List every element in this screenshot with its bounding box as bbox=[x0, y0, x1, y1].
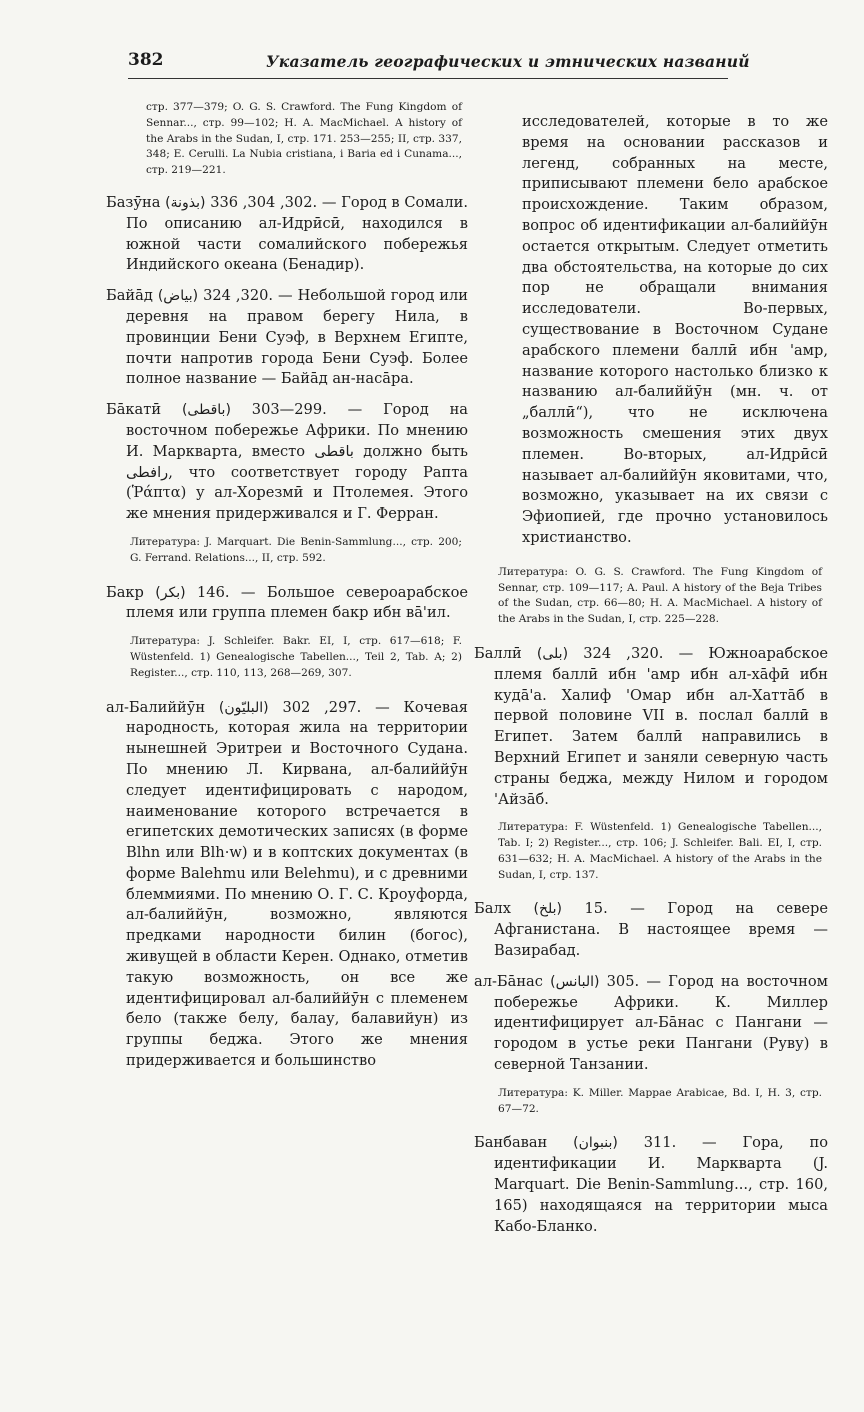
entry-body: 311. — Гора, по идентификации И. Маркварта (J. Marquart. Die Benin-Sammlung..., стр. 160, 165) находящаяся на территории мыса Кабо-Бланко. bbox=[494, 1134, 829, 1235]
entry-head: Банбаван bbox=[474, 1134, 548, 1152]
entry-body: 305. — Город на восточном побережье Африки. К. Миллер идентифицирует ал-Бāнас с Пангани — городом в устье реки Пангани (Руву) в северной Танзании. bbox=[494, 972, 829, 1074]
entry-head: Баллӣ bbox=[474, 644, 522, 662]
entry-head: ал-Балиййӯн bbox=[106, 698, 206, 716]
arabic-name: (بنبوان) bbox=[573, 1135, 618, 1152]
literature-bakr: Литература: J. Schleifer. Bakr. EI, I, стр. 617—618; F. Wüstenfeld. 1) Genealogische Tabellen..., Teil 2, Tab. A; 2) Register..., стр. 110, 113, 268—269, 307. bbox=[130, 635, 462, 679]
arabic-name: (بلخ) bbox=[533, 901, 562, 918]
literature-baliyun: Литература: O. G. S. Crawford. The Fung Kingdom of Sennar, стр. 109—117; A. Paul. A history of the Beja Tribes of the Sudan, стр. 66—80; H. A. MacMichael. A history of the Arabs in the Sudan, I, стр. 225—228. bbox=[498, 565, 822, 626]
arabic-name: (بياض) bbox=[157, 288, 199, 305]
entry-banas bbox=[474, 972, 828, 1076]
entry-head: Бāкатӣ bbox=[106, 401, 162, 419]
entry-body: 15. — Город на севере Афганистана. В настоящее время — Вазирабад. bbox=[494, 900, 829, 960]
entry-body: 320, 324. — Небольшой город или деревня на правом берегу Нила, в провинции Бени Суэф, в Верхнем Египте, почти напротив города Бени Суэф. Более полное название — Байāд ан-насāра. bbox=[126, 287, 469, 388]
arabic-name: (بذونة) bbox=[165, 194, 206, 211]
entry-balkh bbox=[474, 899, 828, 961]
entry-bakr bbox=[106, 583, 468, 625]
page-number: 382 bbox=[128, 50, 164, 70]
header-rule bbox=[128, 78, 728, 79]
literature-balli: Литература: F. Wüstenfeld. 1) Genealogische Tabellen..., Tab. I; 2) Register..., стр. 106; J. Schleifer. Bali. EI, I, стр. 631—632; H. A. MacMichael. A history of the Arabs in the Sudan, I, стр. 137. bbox=[498, 821, 822, 881]
entry-bakati bbox=[106, 400, 468, 525]
entry-banbavan bbox=[474, 1133, 828, 1237]
entry-bazuna bbox=[106, 193, 468, 276]
entry-body: 302, 304, 336. — Город в Сомали. По описанию ал-Идрӣсӣ, находился в южной части сомалийского побережья Индийского океана (Бенадир). bbox=[126, 193, 469, 274]
right-column bbox=[474, 100, 828, 1247]
entry-head: Бакр bbox=[106, 583, 144, 601]
entry-body: 297, 302. — Кочевая народность, которая жила на территории нынешней Эритреи и Восточного Судана. По мнению Л. Кирвана, ал-балиййӯн следует идентифицировать с народом, наименование которого встречается в египетских демотических записях (в форме Blhn или Blh·w) и в коптских документах (в форме Balehmu или Belehmu), и с древними блеммиями. По мнению О. Г. С. Кроуфорда, ал-балиййӯн, возможно, являются предками народности билин (богос), живущей в области Керен. Однако, отметив такую возможность, он все же идентифицировал ал-балиййӯн с племенем бело (также белу, балау, балавийун) из группы беджа. Этого же мнения придерживается и большинство bbox=[126, 698, 469, 1070]
entry-body: 146. — Большое североарабское племя или группа племен бакр ибн вā'ил. bbox=[126, 583, 469, 622]
left-column bbox=[106, 100, 468, 1082]
entry-body: 320, 324. — Южноарабское племя баллӣ ибн 'амр ибн ал-хāфӣ ибн кудā'а. Халиф 'Омар ибн ал-Хаттāб в первой половине VII в. послал баллӣ в Египет. Затем баллӣ направились в Верхний Египет и заняли северную часть страны беджа, между Нилом и городом 'Айзāб. bbox=[494, 644, 829, 808]
entry-head: ал-Бāнас bbox=[474, 972, 543, 990]
entry-head: Базӯна bbox=[106, 193, 161, 211]
entry-baliyun bbox=[106, 698, 468, 1072]
page-header bbox=[128, 46, 750, 86]
entry-body: 299—303. — Город на восточном побережье Африки. По мнению И. Маркварта, вместо باقطى должно быть رافطى, что соответствует городу Рапта (Ῥάπτα) у ал-Хорезмӣ и Птолемея. Этого же мнения придерживался и Г. Ферран. bbox=[126, 401, 468, 523]
entry-balli bbox=[474, 644, 828, 810]
arabic-name: (البانس) bbox=[550, 973, 600, 990]
arabic-name: (البليّون) bbox=[218, 699, 269, 716]
entry-head: Байāд bbox=[106, 287, 153, 305]
entry-bayad bbox=[106, 286, 468, 390]
arabic-name: (بكر) bbox=[155, 584, 186, 601]
literature-banas: Литература: K. Miller. Mappae Arabicae, Bd. I, H. 3, стр. 67—72. bbox=[498, 1086, 822, 1115]
entry-head: Балх bbox=[474, 900, 511, 918]
literature-bakati: Литература: J. Marquart. Die Benin-Sammlung..., стр. 200; G. Ferrand. Relations..., II, стр. 592. bbox=[130, 535, 462, 564]
arabic-name: (باقطى) bbox=[181, 402, 231, 419]
running-title: Указатель географических и этнических названий bbox=[266, 52, 750, 71]
entry-continuation: исследователей, которые в то же время на основании рассказов и легенд, собранных на месте, приписывают племени бело арабское происхождение. Таким образом, вопрос об идентификации ал-балиййӯн остается открытым. Следует отметить два обстоятельства, на которые до сих пор не обращали внимания исследователи. Во-первых, существование в Восточном Судане арабского племени баллӣ ибн 'амр, название которого настолько близко к названию ал-балиййӯн (мн. ч. от „баллӣ“), что не исключена возможность смешения этих двух племен. Во-вторых, ал-Идрӣсӣ называет ал-балиййӯн яковитами, что, возможно, указывает на их связи с Эфиопией, где прочно установилось христианство. bbox=[522, 113, 828, 546]
literature-continuation: стр. 377—379; O. G. S. Crawford. The Fung Kingdom of Sennar..., стр. 99—102; H. A. MacMichael. A history of the Arabs in the Sudan, I, стр. 171. 253—255; II, стр. 337, 348; E. Cerulli. La Nubia cristiana, i Baria ed i Cunama..., стр. 219—221. bbox=[146, 101, 462, 177]
arabic-name: (بلى) bbox=[536, 645, 569, 662]
